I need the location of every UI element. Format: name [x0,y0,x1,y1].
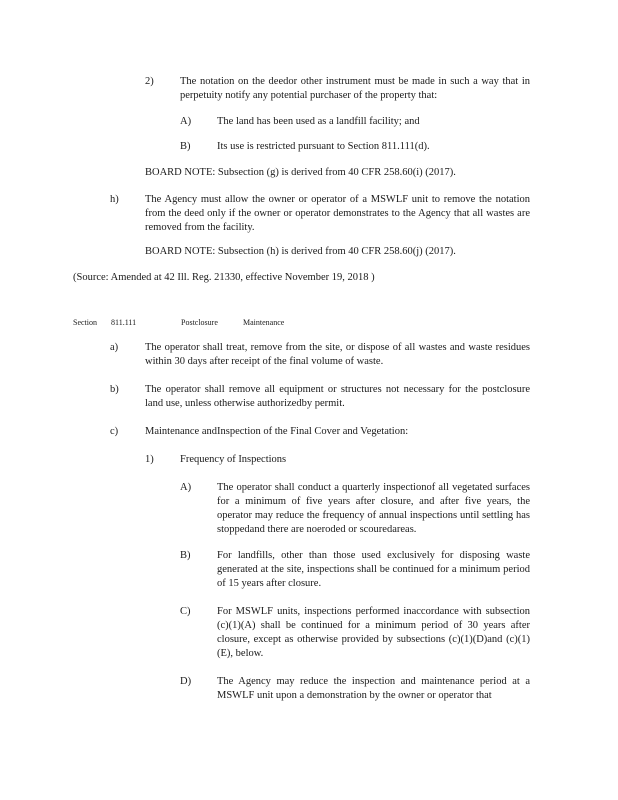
section-word: Section [73,318,97,327]
subitem-label: C) [180,606,191,617]
item-label: c) [110,426,119,437]
source-note: (Source: Amended at 42 Ill. Reg. 21330, effective November 19, 2018 ) [73,272,375,283]
subitem-text: The Agency may reduce the inspection and maintenance period at a MSWLF unit upon a demonstration by the owner or operator that [217,676,530,701]
subitem-text: Its use is restricted pursuant to Section 811.111(d). [217,141,430,152]
item-label: 2) [145,76,154,87]
section-number: 811.111 [111,318,137,327]
item-text: Frequency of Inspections [180,454,287,465]
section-heading [73,316,373,328]
item-label: b) [110,384,119,395]
subitem-label: B) [180,141,191,152]
subitem-label: D) [180,676,192,687]
item-label: a) [110,342,119,353]
item-text: The Agency must allow the owner or operator of a MSWLF unit to remove the notation from the deed only if the owner or operator demonstrates to the Agency that all wastes are removed from the facility. [145,194,530,233]
item-label: 1) [145,454,154,465]
subitem-label: B) [180,550,191,561]
board-note: BOARD NOTE: Subsection (g) is derived from 40 CFR 258.60(i) (2017). [145,167,456,178]
board-note: BOARD NOTE: Subsection (h) is derived from 40 CFR 258.60(j) (2017). [145,246,456,257]
item-text: The operator shall treat, remove from the site, or dispose of all wastes and waste residues within 30 days after receipt of the final volume of waste. [145,342,530,367]
section-title-2: Maintenance [243,318,285,327]
item-text: Maintenance andInspection of the Final Cover and Vegetation: [145,426,409,437]
subitem-text: For MSWLF units, inspections performed inaccordance with subsection (c)(1)(A) shall be continued for a minimum period of 30 years after closure, except as otherwise provided by subsections (c)(1)(D)and (c)(1)(E), below. [217,606,530,659]
subitem-label: A) [180,482,192,493]
item-text: The notation on the deedor other instrument must be made in such a way that in perpetuity notify any potential purchaser of the property that: [180,76,530,101]
subitem-text: For landfills, other than those used exclusively for disposing waste generated at the site, inspections shall be continued for a minimum period of 15 years after closure. [217,550,530,589]
section-title-1: Postclosure [181,318,218,327]
subitem-text: The operator shall conduct a quarterly inspectionof all vegetated surfaces for a minimum of five years after closure, and after five years, the operator may reduce the frequency of annual inspections until settling has stoppedand there are noeroded or scouredareas. [217,482,530,535]
subitem-label: A) [180,116,192,127]
item-label: h) [110,194,119,205]
subitem-text: The land has been used as a landfill facility; and [217,116,420,127]
item-text: The operator shall remove all equipment or structures not necessary for the postclosure land use, unless otherwise authorizedby permit. [145,384,530,409]
